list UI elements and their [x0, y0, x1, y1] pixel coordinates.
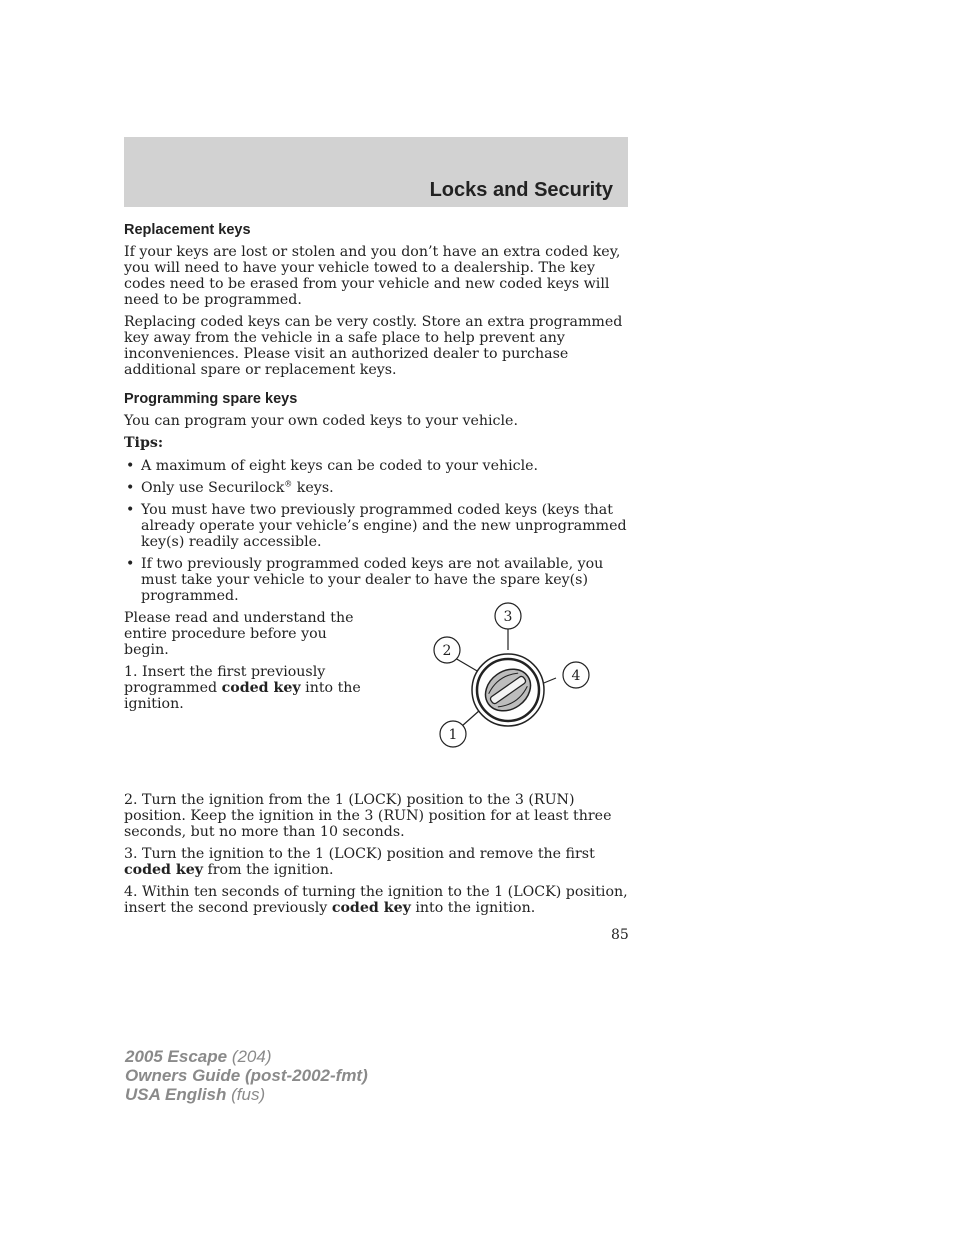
- step-4: 4. Within ten seconds of turning the ignition to the 1 (LOCK) position, insert the second previously coded key into the ignition.: [124, 884, 628, 916]
- position-marker-1: [440, 721, 466, 747]
- step-3: 3. Turn the ignition to the 1 (LOCK) position and remove the first coded key from the ignition.: [124, 846, 595, 878]
- tip-item: • If two previously programmed coded keys are not available, you must take your vehicle to your dealer to have the spare key(s) programmed.: [126, 556, 604, 604]
- heading-programming-spare-keys: Programming spare keys: [124, 391, 298, 407]
- tips-label: Tips:: [124, 435, 164, 451]
- ignition-positions-diagram: [428, 602, 593, 752]
- coded-key-emphasis: coded key: [331, 900, 411, 916]
- svg-text:2: 2: [442, 643, 452, 659]
- position-marker-2: [434, 637, 460, 663]
- step-2: 2. Turn the ignition from the 1 (LOCK) position to the 3 (RUN) position. Keep the ignition in the 3 (RUN) position for at least three seconds, but no more than 10 seconds.: [124, 792, 612, 840]
- svg-text:4: 4: [571, 668, 581, 684]
- paragraph-replacing-cost: Replacing coded keys can be very costly. Store an extra programmed key away from the vehicle in a safe place to help prevent any inconveniences. Please visit an authorized dealer to purchase additional spare or replacement keys.: [124, 314, 623, 378]
- procedure-intro-column: [124, 610, 370, 712]
- tip-item: • Only use Securilock® keys.: [126, 479, 334, 496]
- footer-line-model: 2005 Escape (204): [125, 1047, 272, 1066]
- coded-key-emphasis: coded key: [124, 862, 204, 878]
- document-footer: [125, 1047, 368, 1104]
- registered-mark: ®: [284, 479, 293, 489]
- bullet-icon: •: [126, 556, 135, 572]
- page-content: [124, 221, 630, 922]
- bullet-icon: •: [126, 502, 135, 518]
- section-header-band: [124, 137, 628, 207]
- tips-list: [124, 458, 630, 604]
- position-marker-3: [495, 603, 521, 629]
- bullet-icon: •: [126, 458, 135, 474]
- paragraph-lost-keys: If your keys are lost or stolen and you don’t have an extra coded key, you will need to have your vehicle towed to a dealership. The key codes need to be erased from your vehicle and new coded keys will need to be programmed.: [124, 244, 621, 308]
- page-number: 85: [611, 927, 629, 943]
- bullet-icon: •: [126, 480, 135, 496]
- step-1: 1. Insert the first previously programmed coded key into the ignition.: [124, 664, 361, 712]
- footer-line-language: USA English (fus): [125, 1085, 266, 1104]
- svg-text:3: 3: [503, 609, 513, 625]
- tip-item: • A maximum of eight keys can be coded to your vehicle.: [126, 458, 539, 474]
- tip-item: • You must have two previously programmed coded keys (keys that already operate your vehicle’s engine) and the new unprogrammed key(s) readily accessible.: [126, 502, 627, 550]
- position-marker-4: [563, 662, 589, 688]
- section-title: Locks and Security: [429, 179, 613, 201]
- svg-text:1: 1: [448, 727, 458, 743]
- paragraph-program-intro: You can program your own coded keys to your vehicle.: [124, 413, 518, 429]
- procedure-with-diagram: [124, 610, 630, 792]
- heading-replacement-keys: Replacement keys: [124, 222, 251, 238]
- coded-key-emphasis: coded key: [221, 680, 301, 696]
- paragraph-read-first: Please read and understand the entire procedure before you begin.: [124, 610, 354, 658]
- footer-line-guide: Owners Guide (post-2002-fmt): [125, 1066, 368, 1085]
